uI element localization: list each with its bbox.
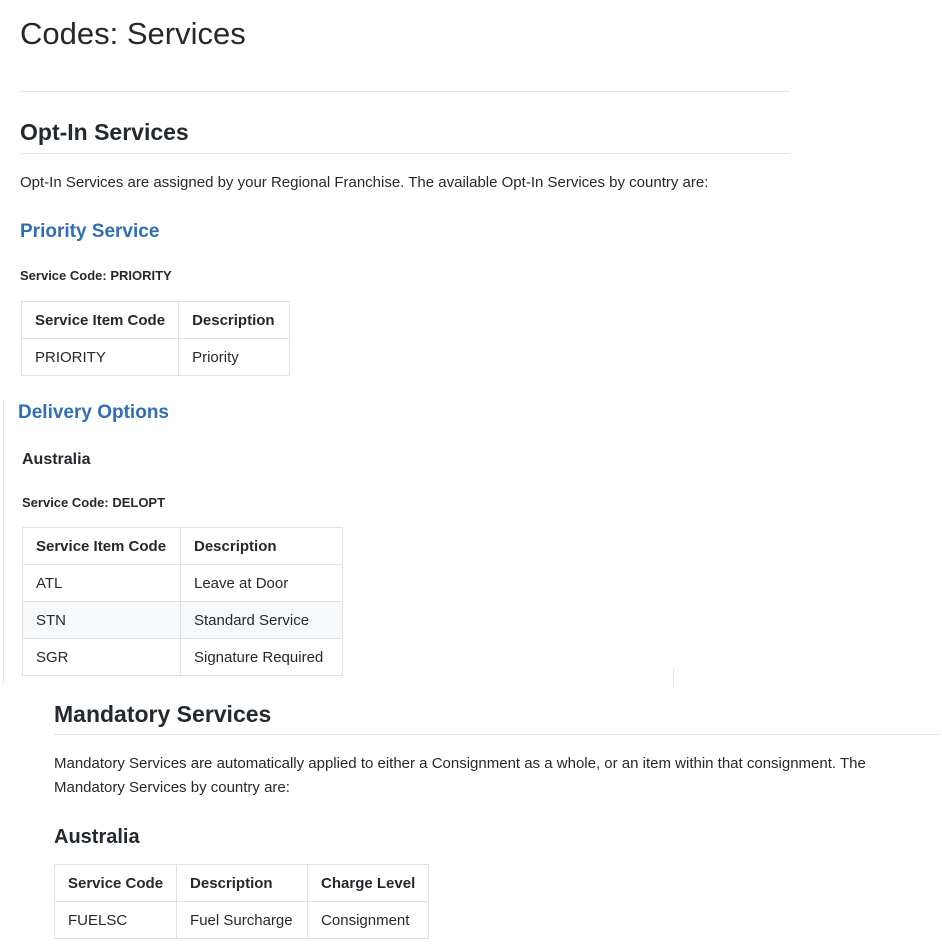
opt-in-intro: Opt-In Services are assigned by your Regional Franchise. The available Opt-In Services by country are: — [20, 174, 709, 191]
delivery-options-table — [22, 527, 343, 676]
table-row — [23, 565, 343, 602]
mandatory-heading: Mandatory Services — [54, 701, 272, 727]
table-header-row — [23, 528, 343, 565]
table-header-row — [22, 302, 290, 339]
column-header: Service Item Code — [22, 302, 179, 339]
table-row — [23, 639, 343, 676]
table-cell: Standard Service — [181, 602, 343, 639]
column-header: Description — [179, 302, 290, 339]
table-cell: Signature Required — [181, 639, 343, 676]
table-row — [22, 339, 290, 376]
table-cell: Consignment — [308, 902, 429, 939]
table-cell: ATL — [23, 565, 181, 602]
delivery-options-heading[interactable]: Delivery Options — [18, 402, 169, 423]
page-title: Codes: Services — [20, 16, 246, 51]
mandatory-intro: Mandatory Services are automatically applied to either a Consignment as a whole, or an item within that consignment. The Mandatory Services by country are: — [54, 755, 866, 796]
mandatory-divider — [54, 734, 940, 735]
delivery-country-heading: Australia — [22, 451, 91, 468]
table-cell: Priority — [179, 339, 290, 376]
opt-in-heading: Opt-In Services — [20, 119, 189, 145]
mandatory-services-table — [54, 864, 429, 939]
priority-service-table — [21, 301, 290, 376]
table-cell: Fuel Surcharge — [177, 902, 308, 939]
column-header: Charge Level — [308, 865, 429, 902]
table-cell: Leave at Door — [181, 565, 343, 602]
table-header-row — [55, 865, 429, 902]
fragment-border — [673, 668, 674, 686]
delivery-service-code: Service Code: DELOPT — [22, 495, 166, 510]
table-cell: PRIORITY — [22, 339, 179, 376]
mandatory-country-heading: Australia — [54, 826, 140, 848]
table-row — [23, 602, 343, 639]
table-cell: FUELSC — [55, 902, 177, 939]
column-header: Description — [181, 528, 343, 565]
column-header: Description — [177, 865, 308, 902]
priority-service-code: Service Code: PRIORITY — [20, 268, 172, 283]
table-row — [55, 902, 429, 939]
title-divider — [20, 91, 790, 92]
column-header: Service Item Code — [23, 528, 181, 565]
table-cell: STN — [23, 602, 181, 639]
table-cell: SGR — [23, 639, 181, 676]
priority-service-heading[interactable]: Priority Service — [20, 221, 160, 242]
section-left-border — [3, 400, 4, 684]
column-header: Service Code — [55, 865, 177, 902]
opt-in-divider — [20, 153, 790, 154]
